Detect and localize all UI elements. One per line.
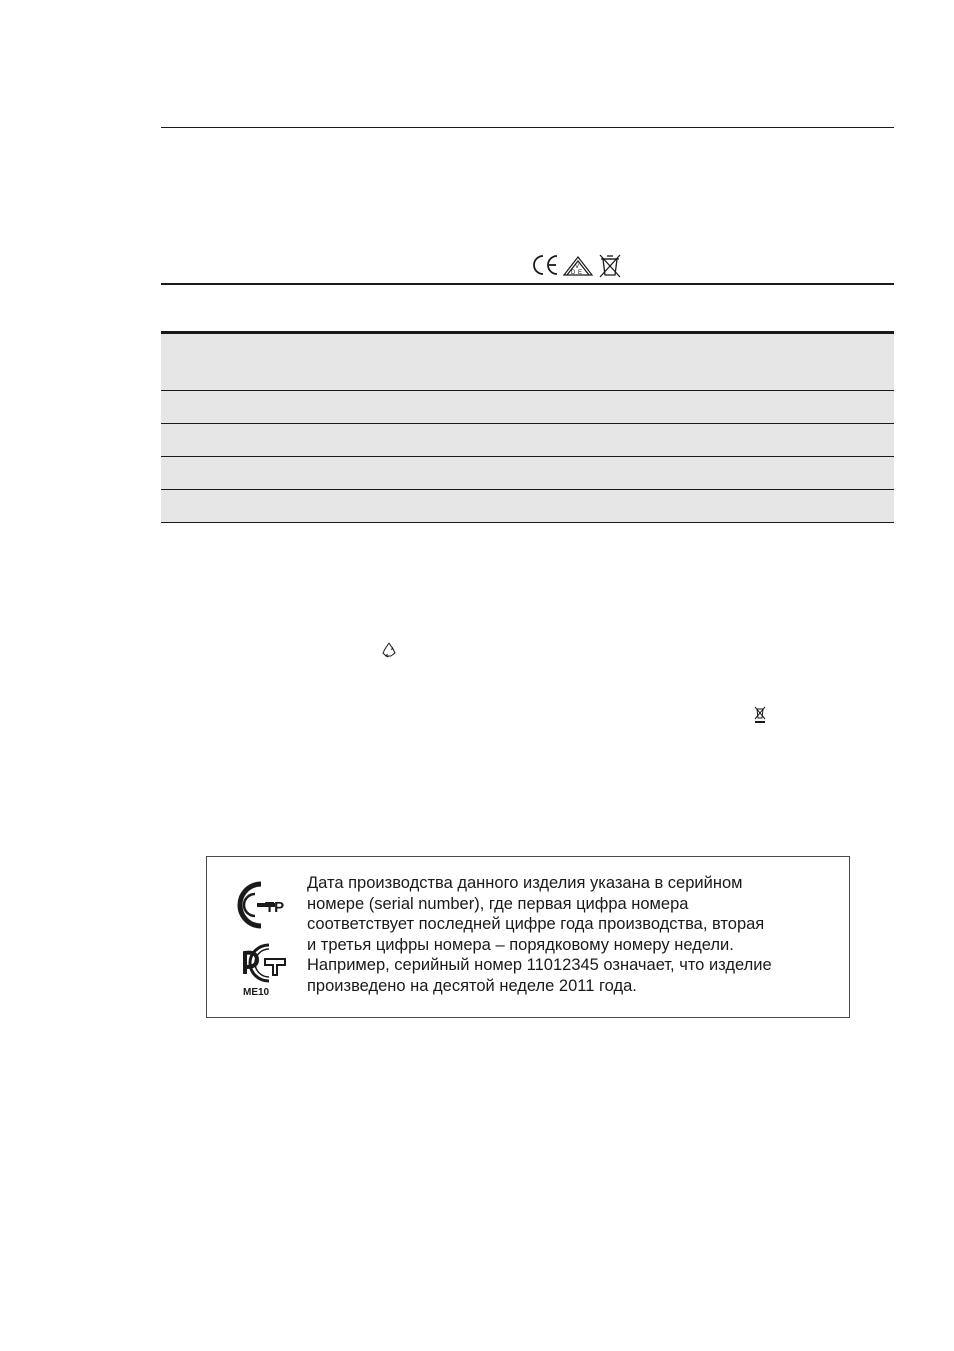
notice-line: и третья цифры номера – порядковому номеру недели. <box>307 935 734 954</box>
notice-line: номере (serial number), где первая цифра номера <box>307 894 689 913</box>
notice-text <box>307 873 837 996</box>
table-row <box>161 424 894 457</box>
ce-mark-icon <box>534 256 557 274</box>
section-rule <box>161 283 894 285</box>
notice-line: произведено на десятой неделе 2011 года. <box>307 976 637 995</box>
certification-logos <box>229 875 301 1005</box>
svg-text:D: D <box>571 270 576 276</box>
spec-table <box>161 331 894 523</box>
weee-bin-icon <box>600 255 620 277</box>
weee-bin-icon <box>753 704 767 724</box>
table-header-row <box>161 334 894 391</box>
svg-text:E: E <box>578 270 583 276</box>
svg-text:ТР: ТР <box>265 899 285 916</box>
notice-line: Например, серийный номер 11012345 означает, что изделие <box>307 956 772 974</box>
notice-line: Дата производства данного изделия указана в серийном <box>307 874 743 892</box>
table-row <box>161 457 894 490</box>
table-row <box>161 490 894 523</box>
notice-line: соответствует последней цифре года производства, вторая <box>307 915 765 933</box>
eac-tr-logo-icon <box>240 884 284 926</box>
svg-text:V: V <box>575 264 580 270</box>
gost-r-logo-icon <box>245 945 285 981</box>
recycle-icon <box>380 641 398 659</box>
logo-code: ME10 <box>243 987 270 998</box>
production-date-notice <box>206 856 850 1018</box>
vde-mark-icon <box>564 257 592 276</box>
certification-marks <box>530 251 630 279</box>
top-rule <box>161 127 894 128</box>
table-row <box>161 391 894 424</box>
